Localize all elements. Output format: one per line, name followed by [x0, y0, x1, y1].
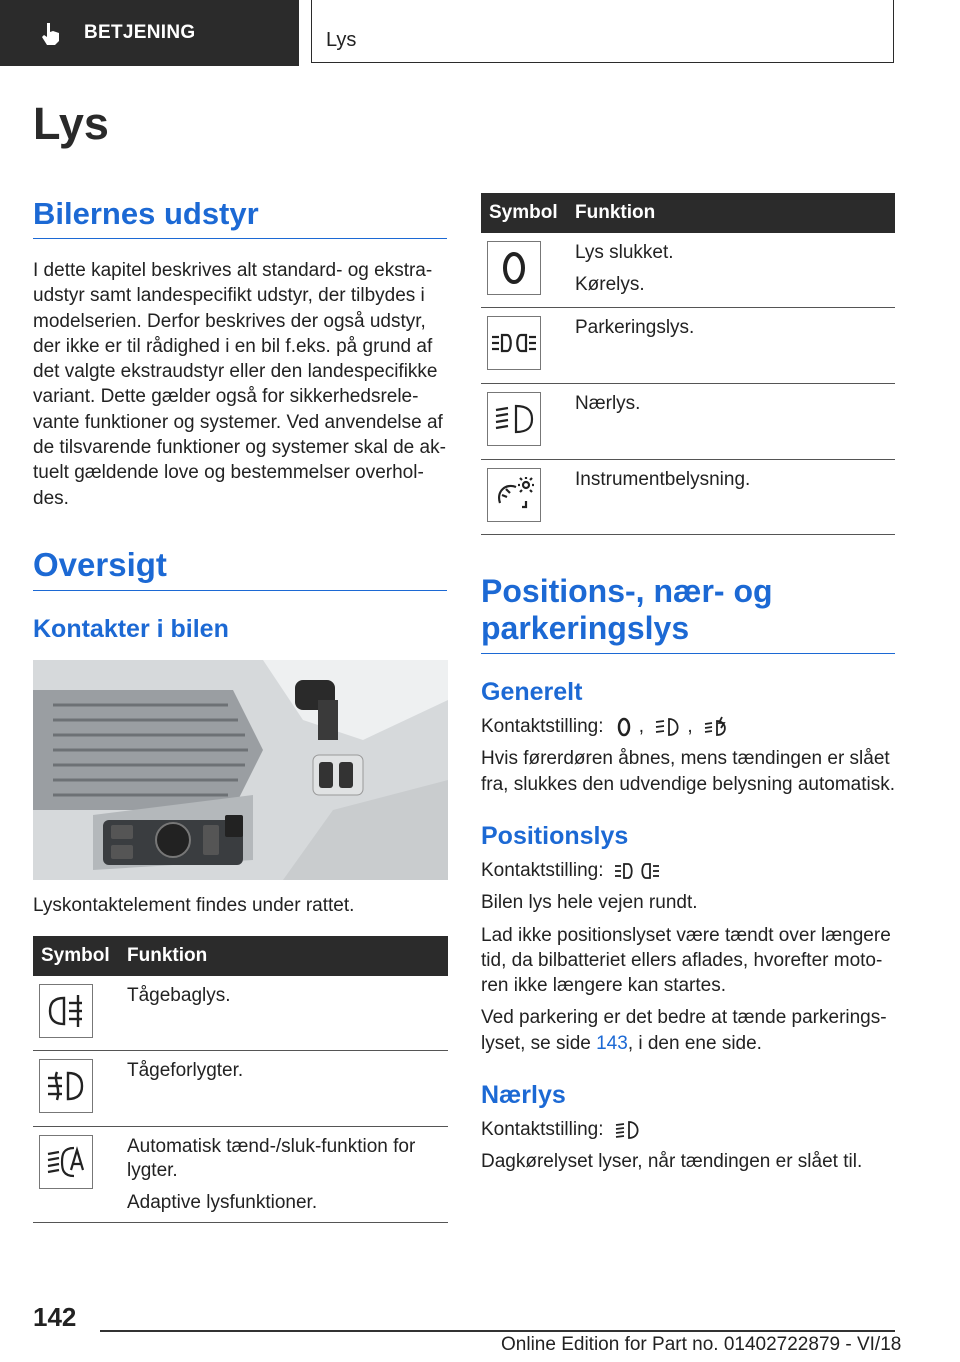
- chapter-tab: [311, 0, 894, 63]
- heading-positions: [481, 573, 895, 654]
- parking-light-icon: [613, 859, 661, 883]
- heading-kontakter: Kontakter i bilen: [33, 615, 229, 643]
- section-label: BETJENING: [84, 22, 196, 43]
- table-row: [481, 308, 895, 384]
- function-text: Nærlys.: [575, 393, 641, 414]
- front-fog-light-icon: [39, 1059, 93, 1113]
- text-line: des.: [33, 487, 69, 509]
- function-text: Kørelys.: [575, 274, 645, 295]
- heading-generelt: Generelt: [481, 678, 583, 706]
- photo-caption: Lyskontaktelement findes under rattet.: [33, 895, 355, 916]
- function-text: lygter.: [127, 1160, 178, 1181]
- text-line: variant. Dette gælder også for sikkerhedsrele-: [33, 386, 419, 408]
- footer-divider: [100, 1330, 895, 1332]
- parking-light-icon: [487, 316, 541, 370]
- text-line: Hvis førerdøren åbnes, mens tændingen er slået: [481, 748, 890, 770]
- heading-line: Positions-, nær- og: [481, 573, 773, 609]
- right-symbol-table: [481, 193, 895, 535]
- col-function: Funktion: [575, 202, 656, 223]
- heading-bilernes-udstyr: Bilernes udstyr: [33, 196, 447, 239]
- switch-label: Kontaktstilling:: [481, 716, 604, 737]
- text-line: vante funktioner og systemer. Ved anvendelse af: [33, 411, 443, 433]
- switch-position-line: [481, 1117, 896, 1142]
- text-line: modelserien. Derfor beskrives der også udstyr,: [33, 310, 426, 332]
- col-symbol: Symbol: [41, 945, 110, 966]
- zero-icon: [487, 241, 541, 295]
- car-interior-photo: [33, 660, 448, 880]
- hand-pointer-icon: [38, 20, 64, 46]
- switch-label: Kontaktstilling:: [481, 1119, 604, 1140]
- col-function: Funktion: [127, 945, 208, 966]
- page-title: Lys: [33, 98, 109, 149]
- function-text: Tågebaglys.: [127, 985, 231, 1006]
- text-paragraph: [481, 923, 896, 999]
- switch-position-line: [481, 858, 896, 883]
- positionslys-section: [481, 858, 896, 1063]
- switch-label: Kontaktstilling:: [481, 860, 604, 881]
- auto-headlight-icon: [39, 1135, 93, 1189]
- text-line: der ikke er til rådighed i en bil f.eks. på grund af: [33, 335, 433, 357]
- text-line: fra, slukkes den udvendige belysning automatisk.: [481, 773, 896, 795]
- heading-line: parkeringslys: [481, 610, 690, 646]
- text-line: Ved parkering er det bedre at tænde parkerings-: [481, 1007, 887, 1029]
- table-row: [481, 233, 895, 308]
- page-number: 142: [33, 1302, 77, 1332]
- low-beam-icon: [613, 1118, 643, 1142]
- text-line: I dette kapitel beskrives alt standard- og ekstra-: [33, 260, 433, 281]
- text-paragraph: Bilen lys hele vejen rundt.: [481, 892, 698, 914]
- table-row: [481, 460, 895, 535]
- parking-light-icon: [653, 715, 683, 739]
- text-line: udstyr samt landespecifikt udstyr, der tilbydes i: [33, 285, 425, 307]
- low-beam-icon: [487, 392, 541, 446]
- text-line: de tilsvarende funktioner og systemer skal de ak-: [33, 437, 446, 459]
- left-symbol-table: [33, 936, 448, 1223]
- text-line: Lad ikke positionslyset være tændt over længere: [481, 924, 891, 946]
- intro-paragraph: [33, 258, 453, 511]
- section-tab[interactable]: [0, 0, 299, 66]
- text-fragment: lyset, se side: [481, 1032, 597, 1054]
- edition-text: Online Edition for Part no. 01402722879 - VI/18: [501, 1334, 902, 1355]
- page-link-143[interactable]: 143: [596, 1032, 628, 1054]
- table-header: [33, 936, 448, 976]
- chapter-title: Lys: [326, 29, 357, 51]
- generelt-section: [481, 714, 896, 797]
- table-row: [33, 1051, 448, 1127]
- rear-fog-light-icon: [39, 984, 93, 1038]
- heading-oversigt: Oversigt: [33, 546, 447, 591]
- text-line: det valgte ekstraudstyr eller den landespecifikke: [33, 361, 438, 383]
- text-line: Dagkørelyset lyser, når tændingen er slået til.: [481, 1151, 863, 1173]
- table-row: [33, 976, 448, 1051]
- function-text: Instrumentbelysning.: [575, 469, 751, 490]
- heading-positionslys: Positionslys: [481, 822, 629, 850]
- table-header: [481, 193, 895, 233]
- function-text: Adaptive lysfunktioner.: [127, 1192, 318, 1213]
- function-text: Parkeringslys.: [575, 317, 695, 338]
- naerlys-section: [481, 1117, 896, 1175]
- switch-position-line: [481, 714, 896, 739]
- function-text: Lys slukket.: [575, 242, 674, 263]
- zero-icon: [613, 715, 635, 739]
- text-fragment: , i den ene side.: [627, 1032, 762, 1054]
- col-symbol: Symbol: [489, 202, 558, 223]
- function-text: Automatisk tænd-/sluk-funktion for: [127, 1136, 416, 1157]
- separator: ,: [687, 716, 693, 737]
- function-text: Tågeforlygter.: [127, 1060, 244, 1081]
- text-line: tuelt gældende love og bestemmelser overhol-: [33, 462, 424, 484]
- text-paragraph: [481, 1005, 896, 1056]
- separator: ,: [638, 716, 645, 737]
- table-row: [481, 384, 895, 460]
- table-row: [33, 1127, 448, 1223]
- instrument-lighting-icon: [487, 468, 541, 522]
- heading-naerlys: Nærlys: [481, 1081, 566, 1109]
- text-line: ren ikke længere kan startes.: [481, 975, 727, 997]
- text-line: tid, da bilbatteriet ellers aflades, hvorefter moto-: [481, 949, 883, 971]
- low-beam-icon: [702, 715, 732, 739]
